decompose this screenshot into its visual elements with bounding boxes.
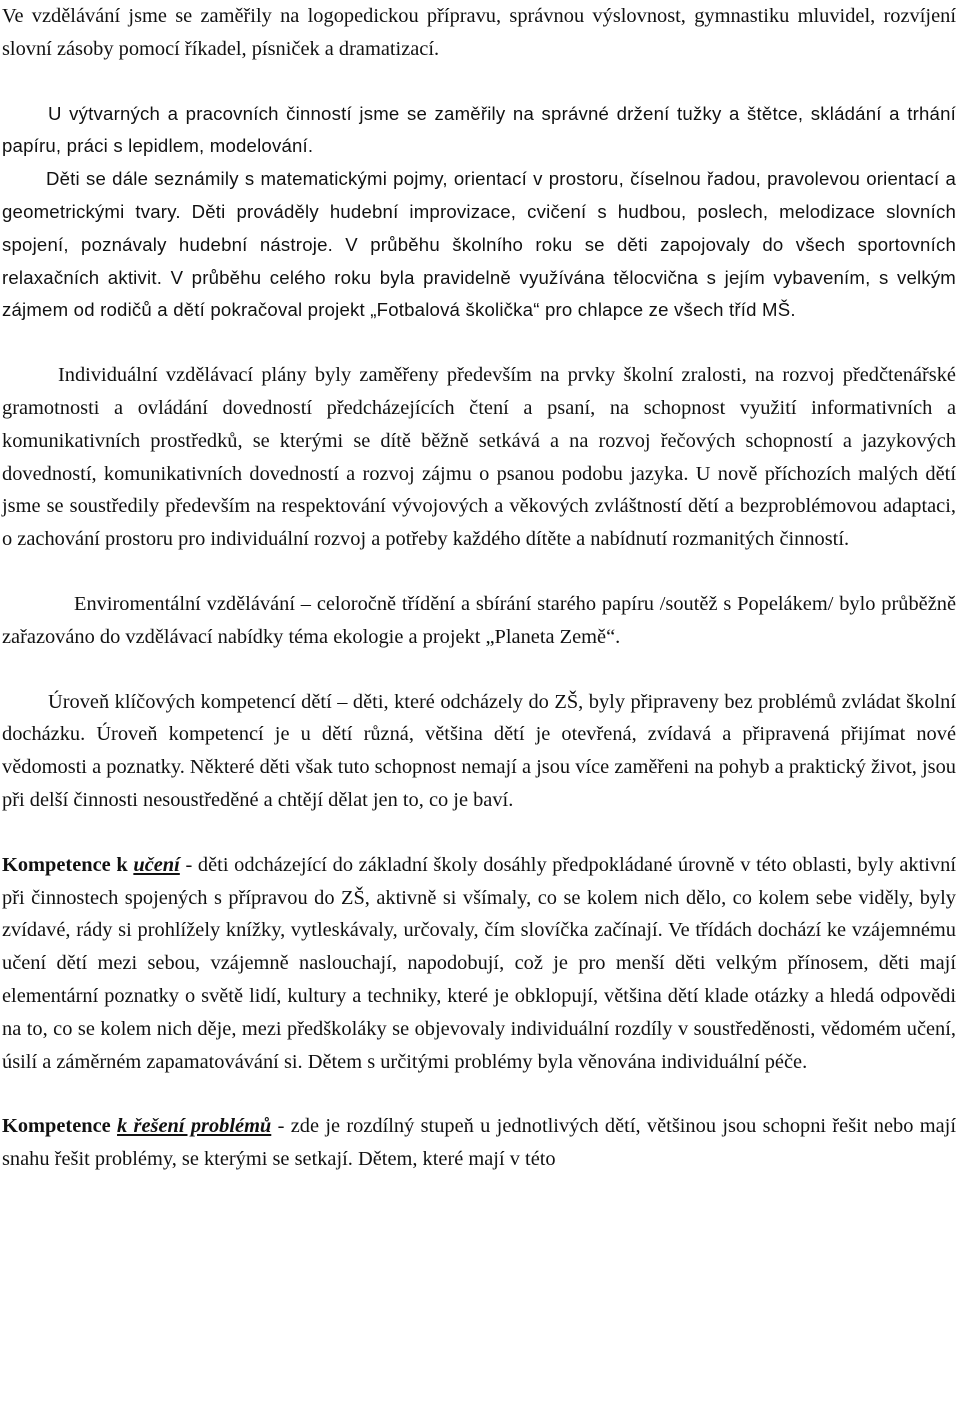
competence-problem-text: - zde je rozdílný stupeň u jednotlivých dětí, většinou jsou schopni řešit nebo mají snahu řešit problémy, se kterými se setkají. Dětem, které mají v této — [2, 1115, 956, 1171]
paragraph-art-activities: U výtvarných a pracovních činností jsme se zaměřily na správné držení tužky a štětce, skládání a trhání papíru, práci s lepidlem, modelování. — [2, 102, 956, 157]
paragraph-spacer — [2, 556, 956, 588]
competence-learning-keyword: učení — [133, 853, 180, 876]
competence-problem-label: Kompetence — [2, 1115, 118, 1138]
paragraph-speech-education: Ve vzdělávání jsme se zaměřily na logopedickou přípravu, správnou výslovnost, gymnastiku mluvidel, rozvíjení slovní zásoby pomocí říkadel, písniček a dramatizací. — [2, 5, 956, 60]
paragraph-key-competences: Úroveň klíčových kompetencí dětí – děti, které odcházely do ZŠ, byly připraveny bez problémů zvládat školní docházku. Úroveň kompetencí je u dětí různá, většina dětí je otevřená, zvídavá a připravená přijímat nové vědomosti a poznatky. Některé děti však tuto schopnost nemají a jsou více zaměřeni na pohyb a praktický život, jsou při delší činnosti nesoustředěné a chtějí dělat jen to, co je baví. — [2, 690, 956, 811]
paragraph-environmental-education: Enviromentální vzdělávání – celoročně třídění a sbírání starého papíru /soutěž s Popelákem/ bylo průběžně zařazováno do vzdělávací nabídky téma ekologie a projekt „Planeta Země“. — [2, 592, 956, 648]
competence-learning-text: - děti odcházející do základní školy dosáhly předpokládané úrovně v této oblasti, byly aktivní při činnostech spojených s přípravou do ZŠ, aktivně si všímaly, co se kolem nich dělo, co kolem sebe viděly, byly zvídavé, rády si prohlížely knížky, vytleskávaly, určovaly, čím slovíčka začínají. Ve třídách dochází ke vzájemnému učení dětí mezi sebou, vzájemně naslouchají, napodobují, což je pro menší děti velkým přínosem, děti mají elementární poznatky o světě lidí, kultury a techniky, které je obklopují, většina dětí klade otázky a hledá odpovědi na to, co se kolem nich děje, mezi předškoláky se objevovaly individuální rozdíly v soustředěnosti, vědomém učení, úsilí a záměrném zapamatovávání si. Dětem s určitými problémy byla věnována individuální péče. — [2, 853, 956, 1073]
paragraph-competence-problem-solving — [2, 1110, 956, 1176]
document-page — [2, 0, 956, 1176]
paragraph-math-music-sport: Děti se dále seznámily s matematickými pojmy, orientací v prostoru, číselnou řadou, pravolevou orientací a geometrickými tvary. Děti prováděly hudební improvizace, cvičení s hudbou, poslech, melodizace slovních spojení, poznávaly hudební nástroje. V průběhu školního roku se děti zapojovaly do všech sportovních relaxačních aktivit. V průběhu celého roku byla pravidelně využívána tělocvična s jejím vybavením, s velkým zájmem od rodičů a dětí pokračoval projekt „Fotbalová školička“ pro chlapce ze všech tříd MŠ. — [2, 168, 956, 321]
paragraph-competence-learning — [2, 849, 956, 1079]
paragraph-spacer — [2, 817, 956, 849]
competence-learning-label: Kompetence k — [2, 853, 134, 876]
paragraph-spacer — [2, 1078, 956, 1110]
competence-problem-keyword: k řešení problémů — [117, 1115, 272, 1138]
paragraph-spacer — [2, 66, 956, 98]
paragraph-spacer — [2, 654, 956, 686]
paragraph-spacer — [2, 327, 956, 359]
paragraph-individual-plans: Individuální vzdělávací plány byly zaměřeny především na prvky školní zralosti, na rozvoj předčtenářské gramotnosti a ovládání dovedností předcházejících čtení a psaní, na schopnost využití informativních a komunikativních prostředků, se kterými se dítě běžně setkává a na rozvoj řečových schopností a jazykových dovedností, komunikativních dovedností a rozvoj zájmu o psanou podobu jazyka. U nově příchozích malých dětí jsme se soustředily především na respektování vývojových a věkových zvláštností dětí a bezproblémovou adaptaci, o zachování prostoru pro individuální rozvoj a potřeby každého dítěte a nabídnutí rozmanitých činností. — [2, 364, 956, 551]
